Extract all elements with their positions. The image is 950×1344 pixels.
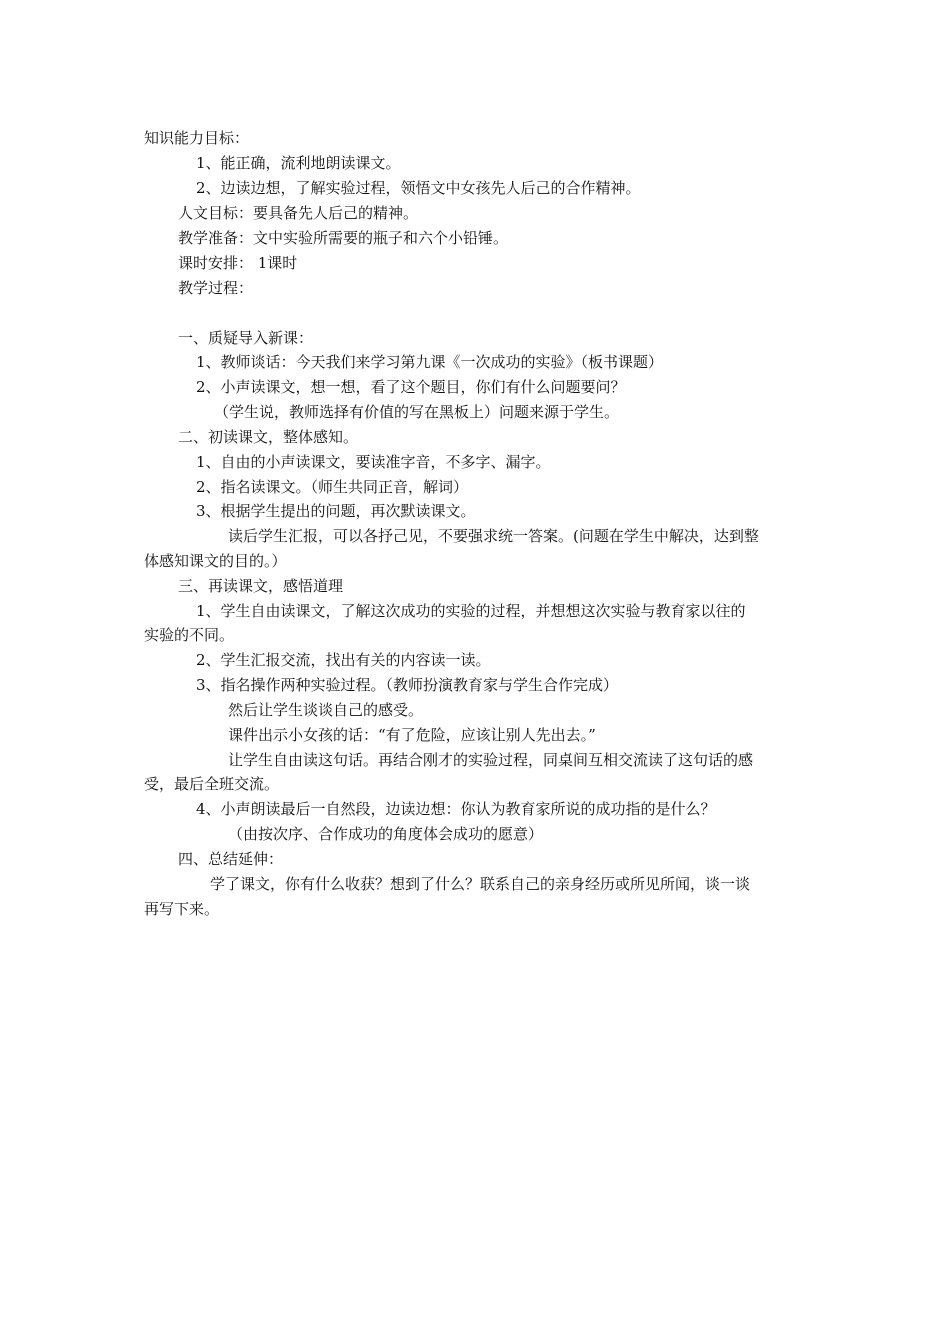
section-heading: 三、再读课文，感悟道理 [178, 577, 344, 595]
text-line: 读后学生汇报，可以各抒己见，不要强求统一答案。(问题在学生中解决，达到整 [228, 527, 759, 545]
section-heading: 二、初读课文，整体感知。 [178, 428, 359, 446]
text-line: 课件出示小女孩的话：“有了危险，应该让别人先出去。” [228, 726, 596, 744]
text-line: 1、自由的小声读课文，要读准字音，不多字、漏字。 [196, 453, 551, 471]
text-line: （由按次序、合作成功的角度体会成功的愿意） [228, 825, 544, 843]
text-line: 再写下来。 [144, 900, 220, 918]
text-line: 教学过程： [178, 279, 254, 297]
text-line: 人文目标：要具备先人后己的精神。 [178, 204, 419, 222]
section-heading: 四、总结延伸： [178, 850, 284, 868]
text-line: 2、指名读课文。（师生共同正音，解词） [196, 478, 469, 496]
text-line: 受，最后全班交流。 [144, 775, 280, 793]
text-line: 教学准备：文中实验所需要的瓶子和六个小铅锤。 [178, 229, 509, 247]
text-line: 2、学生汇报交流，找出有关的内容读一读。 [196, 651, 491, 669]
text-line: 3、指名操作两种实验过程。（教师扮演教育家与学生合作完成） [196, 676, 619, 694]
text-line: （学生说，教师选择有价值的写在黑板上）问题来源于学生。 [214, 403, 620, 421]
text-line: 1、学生自由读课文，了解这次成功的实验的过程，并想想这次实验与教育家以往的 [196, 602, 746, 620]
text-line: 3、根据学生提出的问题，再次默读课文。 [196, 502, 476, 520]
text-line: 1、教师谈话：今天我们来学习第九课《一次成功的实验》（板书课题） [196, 353, 664, 371]
text-line: 学了课文，你有什么收获？想到了什么？联系自己的亲身经历或所见所闻，谈一谈 [210, 875, 751, 893]
text-line: 然后让学生谈谈自己的感受。 [228, 701, 424, 719]
text-line: 2、边读边想，了解实验过程，领悟文中女孩先人后己的合作精神。 [196, 179, 641, 197]
text-line: 知识能力目标： [144, 129, 250, 147]
text-line: 1、能正确，流利地朗读课文。 [196, 154, 401, 172]
section-heading: 一、质疑导入新课： [178, 329, 314, 347]
text-line: 让学生自由读这句话。再结合刚才的实验过程，同桌间互相交流读了这句话的感 [228, 751, 754, 769]
text-line: 实验的不同。 [144, 626, 235, 644]
text-line: 2、小声读课文，想一想，看了这个题目，你们有什么问题要问？ [196, 378, 626, 396]
text-line: 体感知课文的目的。） [144, 552, 287, 570]
text-line: 4、小声朗读最后一自然段，边读边想：你认为教育家所说的成功指的是什么？ [196, 800, 716, 818]
text-line: 课时安排： 1课时 [178, 254, 298, 272]
